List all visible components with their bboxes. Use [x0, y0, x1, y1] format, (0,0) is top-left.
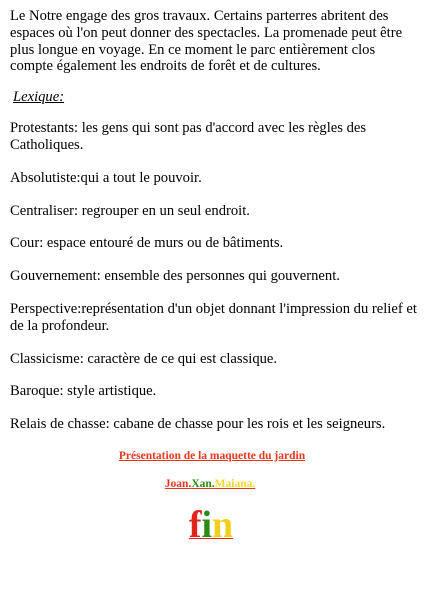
lexique-entry-protestants: Protestants: les gens qui sont pas d'accord avec les règles des Catholiques. — [10, 120, 367, 153]
maquette-presentation-link[interactable] — [4, 449, 420, 463]
fin-letter-n: n — [212, 503, 234, 546]
fin-letter-i: i — [201, 503, 213, 546]
fin-letter-f: f — [188, 503, 202, 546]
author-maiana: Maiana. — [214, 477, 256, 490]
document-page — [10, 8, 420, 545]
lexique-heading: Lexique: — [13, 89, 65, 106]
fin-title — [2, 505, 420, 545]
author-xan: Xan. — [191, 477, 215, 490]
lexique-entry-centraliser: Centraliser: regrouper en un seul endroit. — [10, 202, 250, 219]
author-joan: Joan. — [164, 477, 192, 490]
author-credits[interactable] — [0, 477, 420, 491]
lexique-list — [10, 120, 420, 433]
lexique-entry-absolutiste: Absolutiste:qui a tout le pouvoir. — [10, 169, 202, 186]
lexique-entry-baroque: Baroque: style artistique. — [10, 383, 157, 400]
lexique-entry-cour: Cour: espace entouré de murs ou de bâtiments. — [10, 235, 284, 252]
lexique-entry-gouvernement: Gouvernement: ensemble des personnes qui gouvernent. — [10, 268, 340, 285]
intro-paragraph: Le Notre engage des gros travaux. Certains parterres abritent des espaces où l'on peut donner des spectacles. La promenade peut être plus longue en voyage. En ce moment le parc entièrement clos compte également les endroits de forêt et de cultures. — [10, 8, 403, 75]
lexique-entry-relais-de-chasse: Relais de chasse: cabane de chasse pour les rois et les seigneurs. — [10, 416, 386, 433]
maquette-link-text: Présentation de la maquette du jardin — [118, 449, 306, 462]
lexique-entry-perspective: Perspective:représentation d'un objet donnant l'impression du relief et de la profondeur. — [10, 300, 417, 334]
lexique-entry-classicisme: Classicisme: caractère de ce qui est classique. — [10, 350, 278, 367]
